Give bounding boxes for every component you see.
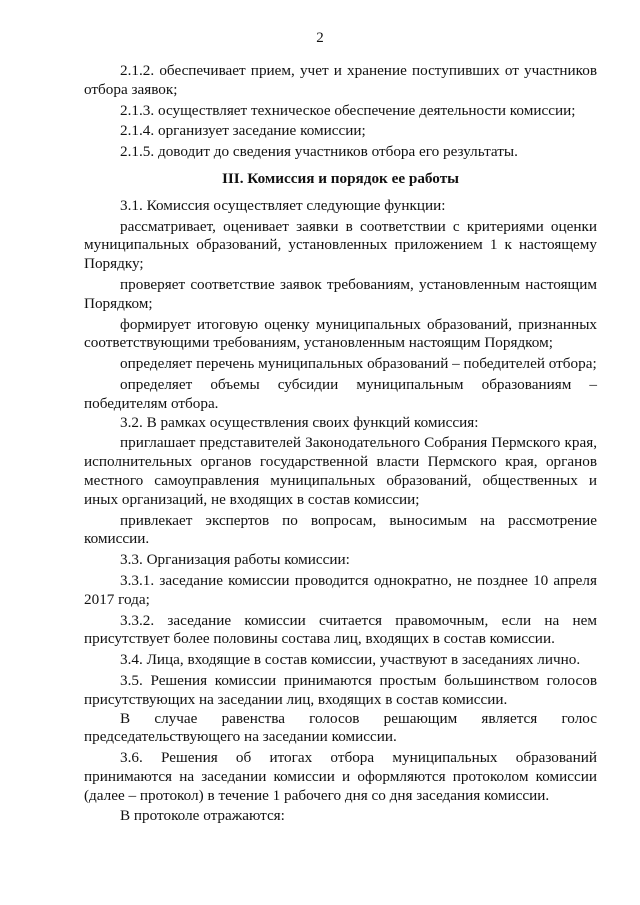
paragraph-3-3: 3.3. Организация работы комиссии: (120, 551, 350, 569)
paragraph-function-check: проверяет соответствие заявок требованиям, установленным настоящим Порядком; (84, 275, 597, 312)
paragraph-2-1-3: 2.1.3. осуществляет техническое обеспечение деятельности комиссии; (120, 101, 576, 119)
document-body (84, 62, 597, 826)
paragraph-function-review: рассматривает, оценивает заявки в соответствии с критериями оценки муниципальных образований, установленных приложением 1 к настоящему Порядку; (84, 217, 597, 273)
paragraph-2-1-5: 2.1.5. доводит до сведения участников отбора его результаты. (120, 143, 518, 161)
paragraph-2-1-2: 2.1.2. обеспечивает прием, учет и хранение поступивших от участников отбора заявок; (84, 62, 597, 98)
paragraph-function-score: формирует итоговую оценку муниципальных образований, признанных соответствующими требованиям, установленным настоящим Порядком; (84, 315, 597, 352)
paragraph-experts: привлекает экспертов по вопросам, выносимым на рассмотрение комиссии. (84, 511, 597, 548)
paragraph-function-winners: определяет перечень муниципальных образований – победителей отбора; (120, 355, 597, 373)
paragraph-invites: приглашает представителей Законодательного Собрания Пермского края, исполнительных органов государственной власти Пермского края, органов местного самоуправления муниципальных образований, общественных и иных организаций, не входящих в состав комиссии; (84, 434, 597, 508)
paragraph-protocol-list: В протоколе отражаются: (120, 807, 285, 825)
page-number: 2 (316, 30, 324, 46)
paragraph-2-1-4: 2.1.4. организует заседание комиссии; (120, 122, 366, 140)
paragraph-3-3-1: 3.3.1. заседание комиссии проводится однократно, не позднее 10 апреля 2017 года; (84, 571, 597, 608)
paragraph-3-2: 3.2. В рамках осуществления своих функций комиссия: (120, 413, 479, 431)
paragraph-3-1: 3.1. Комиссия осуществляет следующие функции: (120, 196, 446, 214)
paragraph-tie-vote: В случае равенства голосов решающим является голос председательствующего на заседании комиссии. (84, 709, 597, 746)
paragraph-3-6: 3.6. Решения об итогах отбора муниципальных образований принимаются на заседании комиссии и оформляются протоколом комиссии (далее – протокол) в течение 1 рабочего дня со дня заседания комиссии. (84, 749, 597, 804)
paragraph-3-3-2: 3.3.2. заседание комиссии считается правомочным, если на нем присутствует более половины состава лиц, входящих в состав комиссии. (84, 611, 597, 648)
paragraph-3-4: 3.4. Лица, входящие в состав комиссии, участвуют в заседаниях лично. (120, 651, 581, 669)
section-heading: III. Комиссия и порядок ее работы (221, 169, 460, 187)
paragraph-3-5: 3.5. Решения комиссии принимаются простым большинством голосов присутствующих на заседании лиц, входящих в состав комиссии. (84, 671, 597, 708)
paragraph-function-subsidy: определяет объемы субсидии муниципальным образованиям – победителям отбора. (84, 375, 597, 412)
